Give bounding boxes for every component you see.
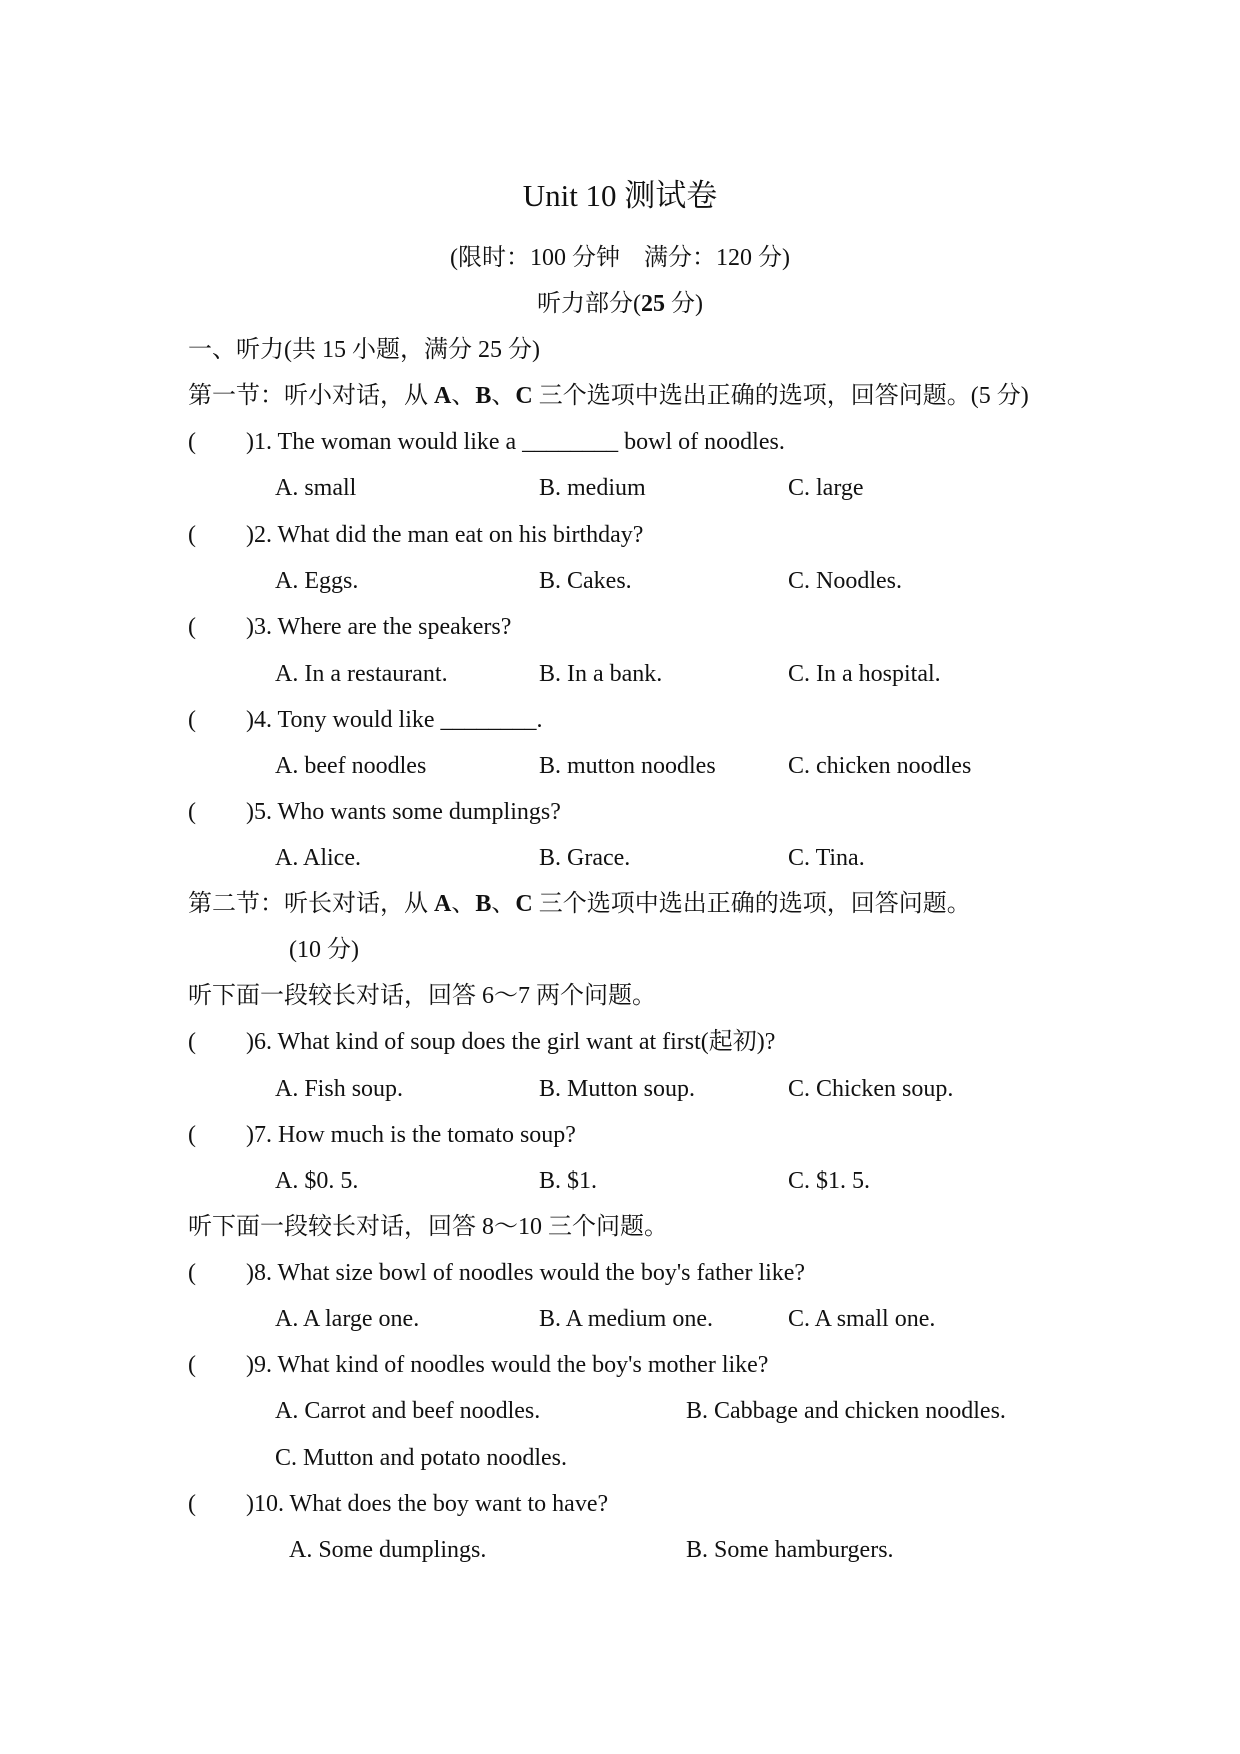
option-c: C. chicken noodles [788,753,972,779]
option-b: B. medium [539,475,646,501]
question-text: )5. Who wants some dumplings? [246,799,561,825]
option-c: C. Mutton and potato noodles. [275,1445,567,1471]
answer-bracket[interactable]: ( [188,429,196,455]
answer-bracket[interactable]: ( [188,799,196,825]
option-a: A. small [275,475,357,501]
option-b: B. A medium one. [539,1306,713,1332]
instruction-8-10: 听下面一段较长对话，回答 8～10 三个问题。 [188,1214,668,1240]
subsection-2-score: (10 分) [289,937,359,963]
sec1-sep-2: 、 [491,383,516,409]
answer-bracket[interactable]: ( [188,1352,196,1378]
option-c: C. A small one. [788,1306,936,1332]
option-a: A. Eggs. [275,568,359,594]
question-text: )6. What kind of soup does the girl want at first(起初)? [246,1029,776,1055]
sec2-text-g: 三个选项中选出正确的选项，回答问题。 [532,891,971,917]
sec2-sep-2: 、 [491,891,516,917]
question-text: )8. What size bowl of noodles would the boy's father like? [246,1260,806,1286]
sec1-sep-1: 、 [451,383,476,409]
sec2-option-a: A [434,891,452,917]
sec1-option-a: A [434,383,452,409]
answer-bracket[interactable]: ( [188,1122,196,1148]
page-title: Unit 10 测试卷 [522,178,718,213]
sec2-sep-1: 、 [451,891,476,917]
time-limit: (限时：100 分钟 满分：120 分) [450,245,790,271]
option-b: B. Cakes. [539,568,632,594]
answer-bracket[interactable]: ( [188,522,196,548]
option-c: C. large [788,475,864,501]
instruction-6-7: 听下面一段较长对话，回答 6～7 两个问题。 [188,983,656,1009]
question-text: )2. What did the man eat on his birthday? [246,522,644,548]
sec2-option-c: C [515,891,533,917]
answer-bracket[interactable]: ( [188,1260,196,1286]
option-b: B. Cabbage and chicken noodles. [686,1398,1006,1424]
option-b: B. In a bank. [539,661,663,687]
option-a: A. $0. 5. [275,1168,359,1194]
sec1-text-g: 三个选项中选出正确的选项，回答问题。(5 分) [532,383,1029,409]
answer-bracket[interactable]: ( [188,1491,196,1517]
option-a: A. A large one. [275,1306,420,1332]
option-b: B. Grace. [539,845,631,871]
question-text: )10. What does the boy want to have? [246,1491,609,1517]
answer-bracket[interactable]: ( [188,1029,196,1055]
section-heading: 一、听力(共 15 小题，满分 25 分) [188,337,540,363]
subsection-2-heading [188,889,971,919]
option-c: C. Chicken soup. [788,1076,954,1102]
part-score: 25 [641,291,665,317]
subsection-1-heading [188,381,1029,411]
sec1-option-c: C [515,383,533,409]
option-a: A. Some dumplings. [289,1537,487,1563]
option-c: C. $1. 5. [788,1168,871,1194]
part-suffix: 分) [665,291,703,317]
sec1-option-b: B [475,383,492,409]
question-text: )7. How much is the tomato soup? [246,1122,576,1148]
option-c: C. Tina. [788,845,865,871]
option-b: B. mutton noodles [539,753,716,779]
question-text: )9. What kind of noodles would the boy's mother like? [246,1352,769,1378]
sec1-text-a: 第一节：听小对话，从 [188,383,434,409]
option-b: B. $1. [539,1168,598,1194]
option-b: B. Some hamburgers. [686,1537,894,1563]
sec2-option-b: B [475,891,492,917]
option-a: A. Fish soup. [275,1076,404,1102]
question-text: )1. The woman would like a ________ bowl of noodles. [246,429,785,455]
option-b: B. Mutton soup. [539,1076,696,1102]
part-heading [0,289,1240,319]
option-a: A. beef noodles [275,753,427,779]
answer-bracket[interactable]: ( [188,614,196,640]
answer-bracket[interactable]: ( [188,707,196,733]
option-a: A. In a restaurant. [275,661,448,687]
option-c: C. Noodles. [788,568,902,594]
part-prefix: 听力部分( [537,291,641,317]
question-text: )3. Where are the speakers? [246,614,512,640]
option-c: C. In a hospital. [788,661,941,687]
question-text: )4. Tony would like ________. [246,707,543,733]
sec2-text-a: 第二节：听长对话，从 [188,891,434,917]
option-a: A. Carrot and beef noodles. [275,1398,541,1424]
option-a: A. Alice. [275,845,361,871]
